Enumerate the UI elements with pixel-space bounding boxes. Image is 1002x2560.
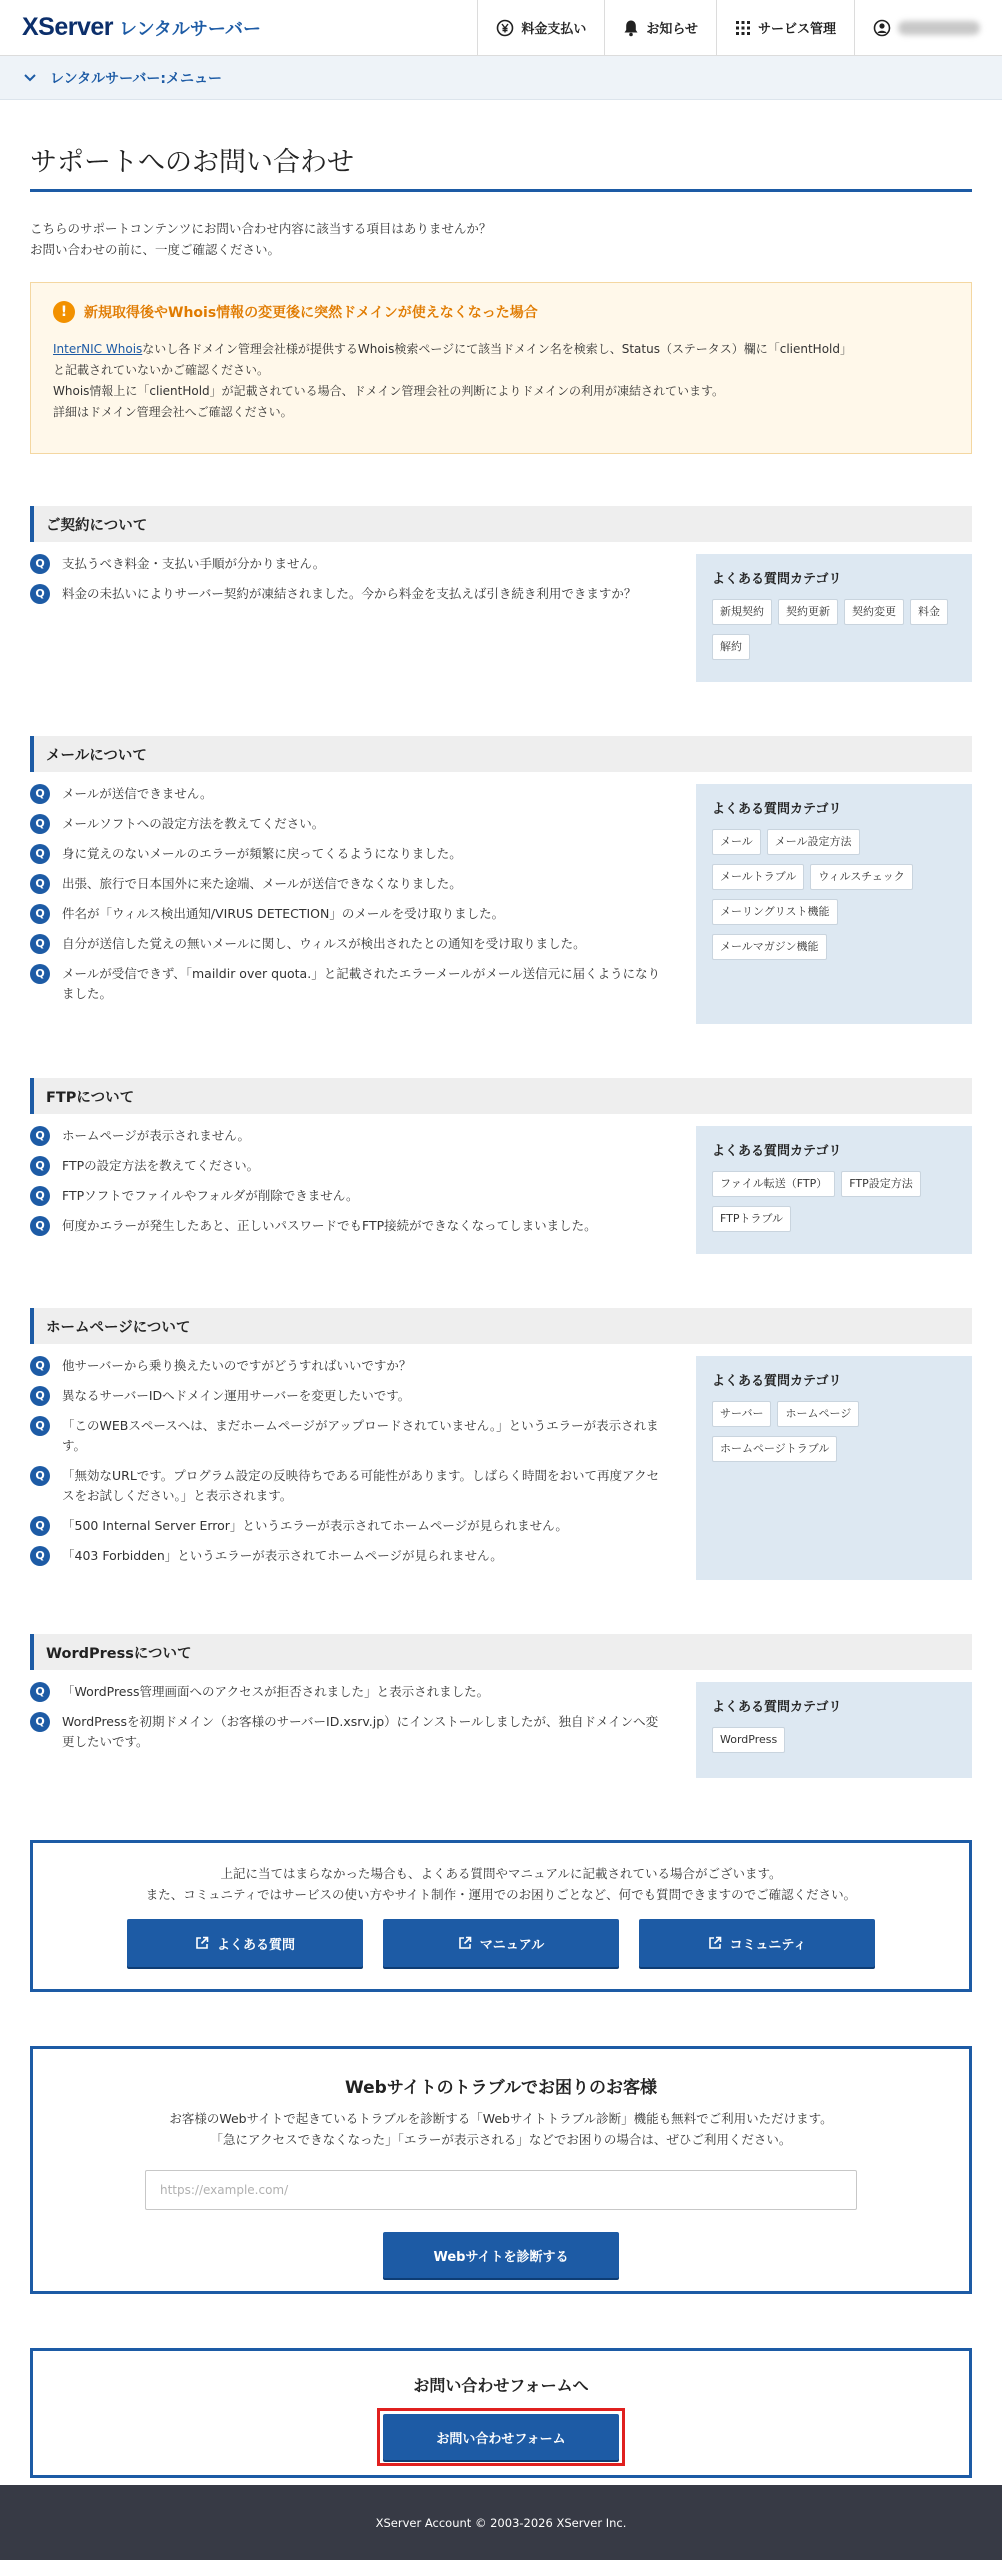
menu-label: レンタルサーバー:メニュー bbox=[50, 70, 222, 87]
category-heading: よくある質問カテゴリ bbox=[712, 1374, 842, 1389]
faq-section bbox=[30, 736, 972, 1024]
category-heading: よくある質問カテゴリ bbox=[712, 572, 842, 587]
page-title: サポートへのお問い合わせ bbox=[30, 140, 972, 192]
question-text: メールソフトへの設定方法を教えてください。 bbox=[62, 816, 325, 831]
category-tag[interactable]: メール設定方法 bbox=[767, 829, 860, 855]
q-icon: Q bbox=[30, 1416, 50, 1436]
question-text: メールが送信できません。 bbox=[62, 786, 213, 801]
q-icon: Q bbox=[30, 1466, 50, 1486]
internic-whois-link[interactable]: InterNIC Whois bbox=[53, 342, 143, 356]
q-icon: Q bbox=[30, 1712, 50, 1732]
category-panel bbox=[696, 554, 972, 682]
section-body bbox=[30, 1356, 972, 1580]
category-tag[interactable]: メールトラブル bbox=[712, 864, 804, 890]
question-item[interactable] bbox=[30, 1386, 668, 1406]
category-panel bbox=[696, 1126, 972, 1254]
logo-main: XServer bbox=[22, 13, 114, 41]
category-heading: よくある質問カテゴリ bbox=[712, 1700, 842, 1715]
q-icon: Q bbox=[30, 934, 50, 954]
question-text: 「無効なURLです。プログラム設定の反映待ちである可能性があります。しばらく時間をおいて再度アクセスをお試しください。」と表示されます。 bbox=[62, 1468, 660, 1503]
intro-line-2: お問い合わせの前に、一度ご確認ください。 bbox=[30, 242, 281, 257]
question-text: 他サーバーから乗り換えたいのですがどうすればいいですか？ bbox=[62, 1358, 412, 1373]
warning-icon: ! bbox=[53, 301, 75, 323]
question-text: 「WordPress管理画面へのアクセスが拒否されました」と表示されました。 bbox=[62, 1684, 490, 1699]
community-button[interactable] bbox=[639, 1919, 875, 1967]
notice-title bbox=[53, 301, 949, 323]
server-menu-toggle[interactable] bbox=[0, 56, 1002, 100]
question-list bbox=[30, 784, 696, 1024]
faq-section bbox=[30, 506, 972, 682]
question-item[interactable] bbox=[30, 1416, 668, 1456]
manual-button-label: マニュアル bbox=[479, 1937, 545, 1953]
question-text: 料金の未払いによりサーバー契約が凍結されました。今から料金を支払えば引き続き利用できますか？ bbox=[62, 586, 637, 601]
question-item[interactable] bbox=[30, 1516, 668, 1536]
question-text: 自分が送信した覚えの無いメールに関し、ウィルスが検出されたとの通知を受け取りました。 bbox=[62, 936, 586, 951]
yen-circle-icon bbox=[496, 19, 514, 37]
notice-box bbox=[30, 282, 972, 454]
category-tags bbox=[712, 829, 956, 969]
header-nav bbox=[477, 0, 1002, 56]
category-tag[interactable]: サーバー bbox=[712, 1401, 771, 1427]
section-heading: メールについて bbox=[30, 736, 972, 772]
question-text: FTPソフトでファイルやフォルダが削除できません。 bbox=[62, 1188, 359, 1203]
category-tag[interactable]: 料金 bbox=[910, 599, 948, 625]
section-body bbox=[30, 1682, 972, 1778]
question-text: FTPの設定方法を教えてください。 bbox=[62, 1158, 260, 1173]
category-tag[interactable]: FTP設定方法 bbox=[841, 1171, 921, 1197]
intro-text bbox=[30, 218, 972, 260]
question-text: 「403 Forbidden」というエラーが表示されてホームページが見られません。 bbox=[62, 1548, 503, 1563]
category-tag[interactable]: メーリングリスト機能 bbox=[712, 899, 838, 925]
question-item[interactable] bbox=[30, 1356, 668, 1376]
question-item[interactable] bbox=[30, 1156, 668, 1176]
top-header bbox=[0, 0, 1002, 56]
diagnose-site-button[interactable]: Webサイトを診断する bbox=[383, 2232, 619, 2278]
question-item[interactable] bbox=[30, 554, 668, 574]
faq-button[interactable] bbox=[127, 1919, 363, 1967]
notice-line-1 bbox=[53, 339, 949, 360]
question-item[interactable] bbox=[30, 874, 668, 894]
q-icon: Q bbox=[30, 844, 50, 864]
category-tag[interactable]: 契約変更 bbox=[844, 599, 904, 625]
category-heading: よくある質問カテゴリ bbox=[712, 802, 842, 817]
question-text: WordPressを初期ドメイン（お客様のサーバーID.xsrv.jp）にインストールしましたが、独自ドメインへ変更したいです。 bbox=[62, 1714, 659, 1749]
external-link-icon bbox=[708, 1936, 722, 1950]
question-item[interactable] bbox=[30, 1186, 668, 1206]
section-heading: WordPressについて bbox=[30, 1634, 972, 1670]
question-text: 何度かエラーが発生したあと、正しいパスワードでもFTP接続ができなくなってしまいました。 bbox=[62, 1218, 597, 1233]
site-url-input[interactable] bbox=[145, 2170, 857, 2210]
question-item[interactable] bbox=[30, 1682, 668, 1702]
notice-line-4: 詳細はドメイン管理会社へご確認ください。 bbox=[53, 405, 293, 419]
help-line-2: また、コミュニティではサービスの使い方やサイト制作・運用でのお困りごとなど、何でも質問できますのでご確認ください。 bbox=[145, 1887, 857, 1902]
faq-sections bbox=[30, 506, 972, 1778]
footer bbox=[0, 2485, 1002, 2560]
section-body bbox=[30, 1126, 972, 1254]
footer-copyright: XServer Account © 2003-2026 XServer Inc. bbox=[375, 2515, 627, 2530]
q-icon: Q bbox=[30, 1216, 50, 1236]
site-diagnosis-box bbox=[30, 2046, 972, 2294]
question-text: ホームページが表示されません。 bbox=[62, 1128, 251, 1143]
question-item[interactable] bbox=[30, 1126, 668, 1146]
nav-notices-label: お知らせ bbox=[646, 22, 698, 37]
category-panel bbox=[696, 1356, 972, 1580]
question-text: 身に覚えのないメールのエラーが頻繁に戻ってくるようになりました。 bbox=[62, 846, 462, 861]
q-icon: Q bbox=[30, 964, 50, 984]
question-item[interactable] bbox=[30, 584, 668, 604]
category-tag[interactable]: ホームページ bbox=[777, 1401, 859, 1427]
main-content bbox=[0, 100, 1002, 2478]
logo[interactable] bbox=[0, 13, 477, 42]
category-panel bbox=[696, 784, 972, 1024]
contact-form-box bbox=[30, 2348, 972, 2478]
notice-line-1-text: ないし各ドメイン管理会社様が提供するWhois検索ページにて該当ドメイン名を検索し、Status（ステータス）欄に「clientHold」 bbox=[142, 342, 852, 356]
q-icon: Q bbox=[30, 1516, 50, 1536]
question-item[interactable] bbox=[30, 1712, 668, 1752]
question-list bbox=[30, 1682, 696, 1778]
q-icon: Q bbox=[30, 814, 50, 834]
question-item[interactable] bbox=[30, 1216, 668, 1236]
section-heading: ご契約について bbox=[30, 506, 972, 542]
account-name-blurred bbox=[898, 21, 980, 35]
question-text: 支払うべき料金・支払い手順が分かりません。 bbox=[62, 556, 326, 571]
faq-button-label: よくある質問 bbox=[216, 1937, 295, 1953]
nav-billing-label: 料金支払い bbox=[521, 22, 587, 37]
nav-notices[interactable] bbox=[604, 0, 716, 56]
notice-line-2: と記載されていないかご確認ください。 bbox=[53, 363, 270, 377]
help-line-1: 上記に当てはまらなかった場合も、よくある質問やマニュアルに記載されている場合がございます。 bbox=[220, 1866, 782, 1881]
q-icon: Q bbox=[30, 1126, 50, 1146]
nav-services-label: サービス管理 bbox=[757, 22, 836, 37]
category-tag[interactable]: 解約 bbox=[712, 634, 750, 660]
external-link-icon bbox=[195, 1936, 209, 1950]
grid-icon bbox=[735, 20, 751, 36]
q-icon: Q bbox=[30, 584, 50, 604]
section-body bbox=[30, 784, 972, 1024]
question-text: メールが受信できず、「maildir over quota.」と記載されたエラーメールがメール送信元に届くようになりました。 bbox=[62, 966, 661, 1001]
q-icon: Q bbox=[30, 1186, 50, 1206]
diagnosis-line-1: お客様のWebサイトで起きているトラブルを診断する「Webサイトトラブル診断」機能も無料でご利用いただけます。 bbox=[169, 2111, 833, 2126]
faq-section bbox=[30, 1078, 972, 1254]
external-link-icon bbox=[458, 1936, 472, 1950]
q-icon: Q bbox=[30, 874, 50, 894]
section-body bbox=[30, 554, 972, 682]
category-tag[interactable]: 契約更新 bbox=[778, 599, 838, 625]
help-box bbox=[30, 1840, 972, 1992]
q-icon: Q bbox=[30, 784, 50, 804]
q-icon: Q bbox=[30, 1386, 50, 1406]
category-tag[interactable]: メール bbox=[712, 829, 761, 855]
category-tag[interactable]: ウィルスチェック bbox=[810, 864, 912, 890]
q-icon: Q bbox=[30, 1156, 50, 1176]
question-list bbox=[30, 1126, 696, 1254]
logo-sub: レンタルサーバー bbox=[119, 19, 261, 40]
diagnosis-line-2: 「急にアクセスできなくなった」「エラーが表示される」などでお困りの場合は、ぜひご利用ください。 bbox=[210, 2132, 792, 2147]
category-tags bbox=[712, 1727, 956, 1762]
manual-button[interactable] bbox=[383, 1919, 619, 1967]
question-text: 件名が「ウィルス検出通知/VIRUS DETECTION」のメールを受け取りました。 bbox=[62, 906, 505, 921]
category-tag[interactable]: WordPress bbox=[712, 1727, 785, 1753]
category-heading: よくある質問カテゴリ bbox=[712, 1144, 842, 1159]
nav-services[interactable] bbox=[716, 0, 854, 56]
question-item[interactable] bbox=[30, 784, 668, 804]
notice-line-3: Whois情報上に「clientHold」が記載されている場合、ドメイン管理会社の判断によりドメインの利用が凍結されています。 bbox=[53, 384, 724, 398]
question-item[interactable] bbox=[30, 964, 668, 1004]
category-tags bbox=[712, 599, 956, 669]
q-icon: Q bbox=[30, 1682, 50, 1702]
user-icon bbox=[873, 19, 891, 37]
chevron-down-icon bbox=[24, 74, 36, 82]
nav-account[interactable] bbox=[854, 0, 1002, 56]
faq-section bbox=[30, 1308, 972, 1580]
category-tag[interactable]: ホームページトラブル bbox=[712, 1436, 837, 1462]
category-tags bbox=[712, 1171, 956, 1241]
category-tag[interactable]: FTPトラブル bbox=[712, 1206, 791, 1232]
faq-section bbox=[30, 1634, 972, 1778]
intro-line-1: こちらのサポートコンテンツにお問い合わせ内容に該当する項目はありませんか？ bbox=[30, 221, 492, 236]
nav-billing[interactable] bbox=[477, 0, 604, 56]
contact-form-button[interactable]: お問い合わせフォーム bbox=[383, 2414, 619, 2460]
section-heading: ホームページについて bbox=[30, 1308, 972, 1344]
category-tag[interactable]: メールマガジン機能 bbox=[712, 934, 827, 960]
notice-title-text: 新規取得後やWhois情報の変更後に突然ドメインが使えなくなった場合 bbox=[84, 305, 538, 321]
question-text: 異なるサーバーIDへドメイン運用サーバーを変更したいです。 bbox=[62, 1388, 411, 1403]
section-heading: FTPについて bbox=[30, 1078, 972, 1114]
question-item[interactable] bbox=[30, 934, 668, 954]
question-item[interactable] bbox=[30, 904, 668, 924]
diagnosis-title: Webサイトのトラブルでお困りのお客様 bbox=[345, 2078, 657, 2098]
q-icon: Q bbox=[30, 554, 50, 574]
question-item[interactable] bbox=[30, 844, 668, 864]
q-icon: Q bbox=[30, 1546, 50, 1566]
diagnosis-text bbox=[33, 2108, 969, 2150]
bell-icon bbox=[623, 19, 639, 37]
question-list bbox=[30, 1356, 696, 1580]
question-text: 「500 Internal Server Error」というエラーが表示されてホームページが見られません。 bbox=[62, 1518, 568, 1533]
help-buttons bbox=[33, 1919, 969, 1967]
q-icon: Q bbox=[30, 1356, 50, 1376]
category-tags bbox=[712, 1401, 956, 1471]
community-button-label: コミュニティ bbox=[729, 1937, 807, 1953]
question-item[interactable] bbox=[30, 1466, 668, 1506]
question-text: 出張、旅行で日本国外に来た途端、メールが送信できなくなりました。 bbox=[62, 876, 462, 891]
question-text: 「このWEBスペースへは、まだホームページがアップロードされていません。」というエラーが表示されます。 bbox=[62, 1418, 659, 1453]
category-panel bbox=[696, 1682, 972, 1778]
q-icon: Q bbox=[30, 904, 50, 924]
contact-form-title: お問い合わせフォームへ bbox=[413, 2376, 589, 2395]
contact-form-button-highlight bbox=[377, 2408, 625, 2466]
question-item[interactable] bbox=[30, 814, 668, 834]
category-tag[interactable]: 新規契約 bbox=[712, 599, 772, 625]
category-tag[interactable]: ファイル転送（FTP） bbox=[712, 1171, 835, 1197]
question-item[interactable] bbox=[30, 1546, 668, 1566]
question-list bbox=[30, 554, 696, 682]
